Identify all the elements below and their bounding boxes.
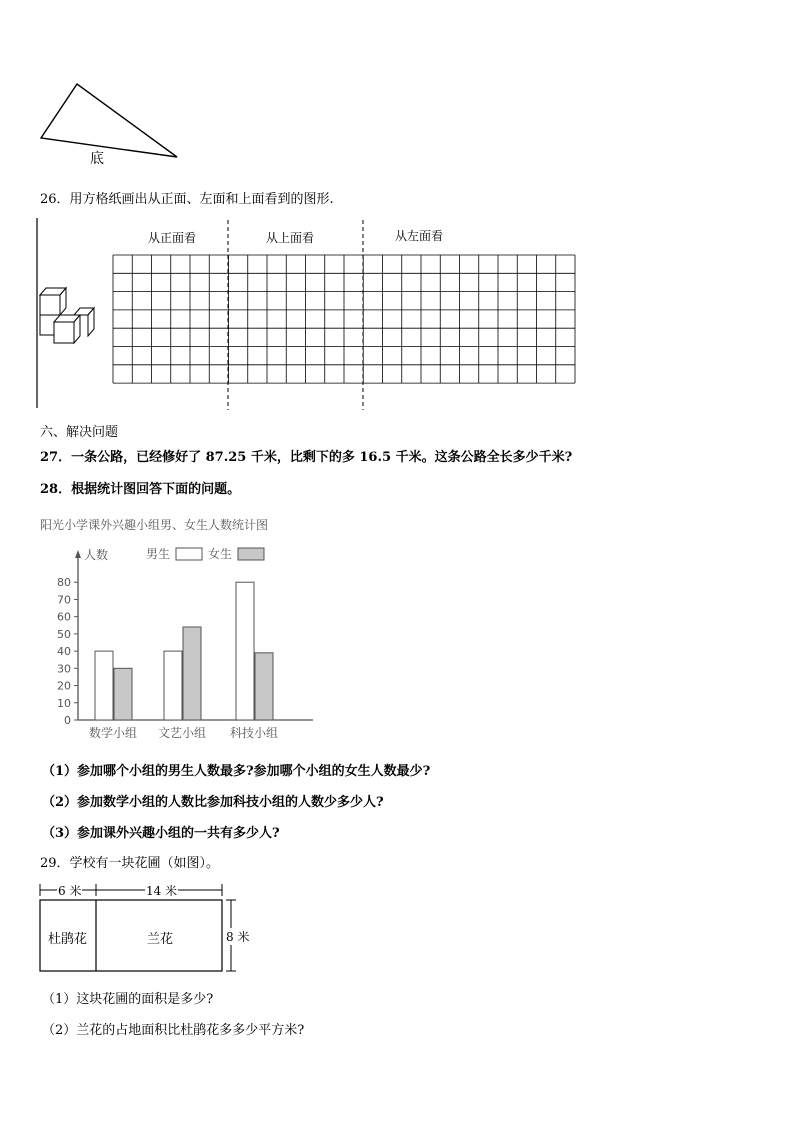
y-tick-label: 20 <box>57 679 71 693</box>
y-tick-label: 60 <box>57 610 71 624</box>
bar <box>255 653 273 720</box>
question-28-sub1: （1）参加哪个小组的男生人数最多?参加哪个小组的女生人数最少? <box>42 764 431 779</box>
bar <box>114 668 132 720</box>
region-label-orchid: 兰花 <box>147 932 174 947</box>
view-label-front: 从正面看 <box>148 231 197 245</box>
region-label-azalea: 杜鹃花 <box>48 932 88 947</box>
chart-title: 阳光小学课外兴趣小组男、女生人数统计图 <box>40 518 269 532</box>
bar <box>164 651 182 720</box>
question-28-sub2: （2）参加数学小组的人数比参加科技小组的人数少多少人? <box>42 795 384 810</box>
bar <box>95 651 113 720</box>
legend-label: 男生 <box>146 547 171 561</box>
question-29-sub2: （2）兰花的占地面积比杜鹃花多多少平方米? <box>42 1023 305 1038</box>
grid-paper <box>113 255 575 383</box>
section-title: 六、解决问题 <box>40 425 119 440</box>
y-axis-label: 人数 <box>84 548 109 562</box>
x-tick-label: 数学小组 <box>88 726 138 740</box>
y-tick-label: 50 <box>57 627 71 641</box>
question-29: 29．学校有一块花圃（如图）。 <box>40 856 220 871</box>
question-28: 28．根据统计图回答下面的问题。 <box>40 482 241 497</box>
question-27: 27．一条公路，已经修好了 87.25 千米，比剩下的多 16.5 千米。这条公路全长多少千米? <box>40 450 573 465</box>
y-tick-label: 80 <box>57 576 71 590</box>
x-tick-label: 科技小组 <box>229 726 279 740</box>
x-tick-label: 文艺小组 <box>157 726 207 740</box>
y-tick-label: 40 <box>57 645 71 659</box>
question-28-sub3: （3）参加课外兴趣小组的一共有多少人? <box>42 826 280 841</box>
legend-swatch <box>238 548 264 560</box>
y-tick-label: 0 <box>64 714 71 727</box>
legend-swatch <box>176 548 202 560</box>
triangle-shape <box>41 84 177 157</box>
dimension-right: 14 米 <box>146 884 178 898</box>
triangle-figure <box>35 78 185 168</box>
dimension-left: 6 米 <box>58 884 82 898</box>
view-label-top: 从上面看 <box>266 231 315 245</box>
y-tick-label: 10 <box>57 696 71 710</box>
bar-chart <box>38 540 328 745</box>
dimension-height: 8 米 <box>226 930 250 944</box>
bar <box>183 627 201 720</box>
question-26: 26．用方格纸画出从正面、左面和上面看到的图形. <box>40 192 334 207</box>
question-29-sub1: （1）这块花圃的面积是多少? <box>42 992 214 1007</box>
view-label-left: 从左面看 <box>395 229 444 243</box>
cube-stack <box>40 288 94 343</box>
y-tick-label: 70 <box>57 593 71 607</box>
triangle-base-label: 底 <box>90 151 104 167</box>
y-tick-label: 30 <box>57 662 71 676</box>
bar <box>236 582 254 720</box>
y-axis-arrow <box>75 550 81 558</box>
legend-label: 女生 <box>208 547 233 561</box>
